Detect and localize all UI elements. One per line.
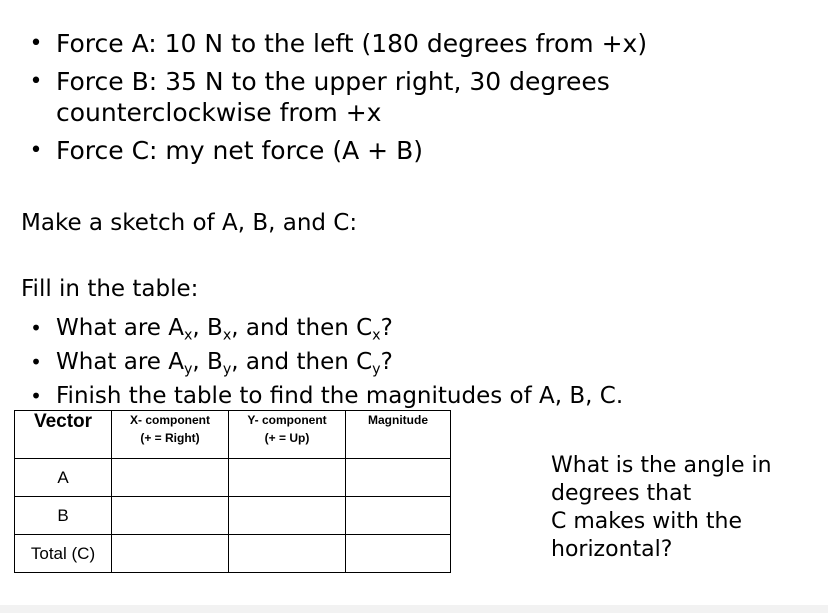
- header-y-label: Y- component: [247, 413, 327, 427]
- question-y-components: [20, 345, 623, 379]
- header-y-note: (+ = Up): [264, 431, 310, 445]
- table-row: [15, 459, 451, 497]
- force-a-item: [20, 28, 647, 59]
- q2-prefix: What are A: [56, 349, 184, 375]
- q2-suffix: ?: [380, 349, 393, 375]
- table-row: [15, 497, 451, 535]
- question-x-components: [20, 311, 623, 345]
- bottom-strip: [0, 605, 828, 613]
- question-magnitudes: [20, 379, 623, 413]
- table-prompt: Fill in the table:: [21, 276, 199, 302]
- cell-c-y[interactable]: [229, 535, 346, 573]
- row-label-total: Total (C): [15, 535, 112, 573]
- header-vector: Vector: [15, 411, 112, 459]
- force-a-text: Force A: 10 N to the left (180 degrees from +x): [56, 29, 648, 58]
- cell-c-magnitude[interactable]: [346, 535, 451, 573]
- force-list: [20, 28, 647, 173]
- q2-mid2: , and then C: [231, 349, 373, 375]
- q1-mid1: , B: [192, 315, 223, 341]
- q1-suffix: ?: [380, 315, 393, 341]
- table-row: [15, 535, 451, 573]
- q2-sub-c: y: [372, 361, 381, 378]
- force-b-text-line1: Force B: 35 N to the upper right, 30 degrees: [56, 67, 610, 96]
- q1-mid2: , and then C: [231, 315, 373, 341]
- cell-b-y[interactable]: [229, 497, 346, 535]
- bullet-icon: •: [30, 384, 42, 408]
- force-c-text: Force C: my net force (A + B): [56, 136, 423, 165]
- header-x-component: [112, 411, 229, 459]
- bullet-icon: •: [30, 316, 42, 340]
- angle-question-line4: horizontal?: [551, 537, 673, 562]
- angle-question: [551, 452, 772, 564]
- row-label-a: A: [15, 459, 112, 497]
- angle-question-line2: degrees that: [551, 481, 692, 506]
- q2-mid1: , B: [192, 349, 223, 375]
- cell-b-magnitude[interactable]: [346, 497, 451, 535]
- q1-sub-b: x: [222, 327, 232, 344]
- row-label-b: B: [15, 497, 112, 535]
- header-magnitude: Magnitude: [346, 411, 451, 459]
- force-b-text-line2: counterclockwise from +x: [56, 98, 382, 127]
- question-list: [20, 311, 623, 413]
- force-b-item: [20, 66, 647, 128]
- header-x-label: X- component: [130, 413, 210, 427]
- q2-sub-a: y: [183, 361, 193, 378]
- bullet-icon: •: [30, 350, 42, 374]
- header-y-component: [229, 411, 346, 459]
- q2-sub-b: y: [222, 361, 232, 378]
- header-x-note: (+ = Right): [140, 431, 200, 445]
- bullet-icon: •: [29, 69, 43, 94]
- cell-a-x[interactable]: [112, 459, 229, 497]
- q3-text: Finish the table to find the magnitudes of A, B, C.: [56, 383, 624, 409]
- cell-c-x[interactable]: [112, 535, 229, 573]
- q1-sub-c: x: [372, 327, 381, 344]
- cell-b-x[interactable]: [112, 497, 229, 535]
- cell-a-magnitude[interactable]: [346, 459, 451, 497]
- angle-question-line1: What is the angle in: [551, 453, 772, 478]
- sketch-prompt: Make a sketch of A, B, and C:: [21, 210, 358, 236]
- angle-question-line3: C makes with the: [551, 509, 742, 534]
- q1-prefix: What are A: [56, 315, 184, 341]
- bullet-icon: •: [29, 31, 43, 56]
- table-header-row: [15, 411, 451, 459]
- q1-sub-a: x: [183, 327, 193, 344]
- bullet-icon: •: [29, 138, 43, 163]
- force-c-item: [20, 135, 647, 166]
- vector-table: [14, 410, 451, 573]
- cell-a-y[interactable]: [229, 459, 346, 497]
